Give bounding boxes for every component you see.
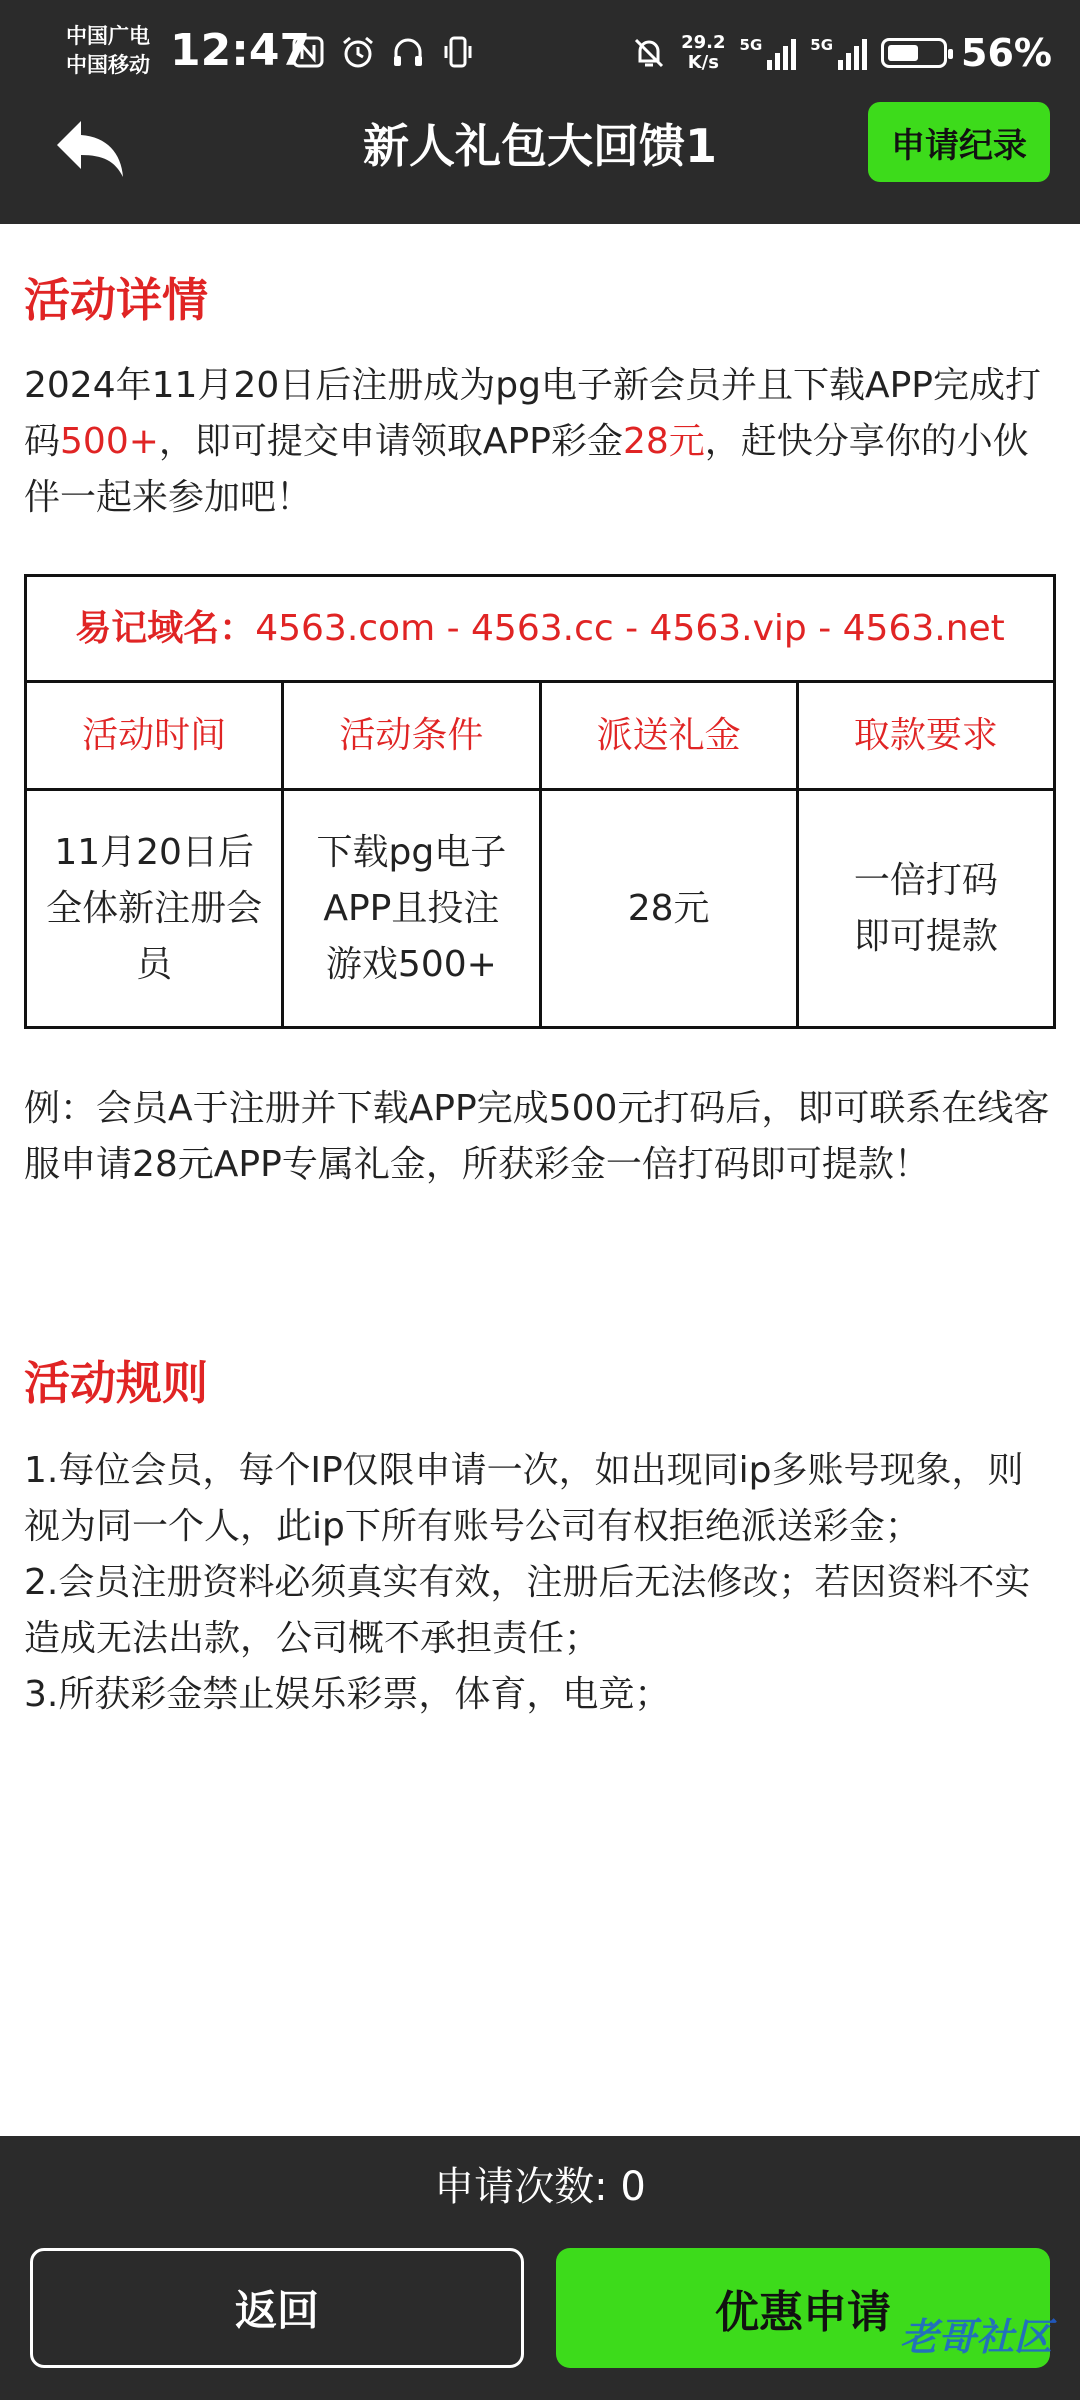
net-speed xyxy=(681,33,725,73)
table-row xyxy=(26,790,1055,1028)
status-time: 12:47 xyxy=(170,25,311,76)
main-content xyxy=(24,224,1056,1723)
carrier-2: 中国移动 xyxy=(66,53,150,77)
rules-list xyxy=(24,1443,1056,1723)
domain-label: 易记域名： xyxy=(75,607,256,649)
apply-count: 申请次数: 0 xyxy=(434,2164,646,2210)
rule-item: 1.每位会员，每个IP仅限申请一次，如出现同ip多账号现象，则视为同一个人，此ip下所有账号公司有权拒绝派送彩金； xyxy=(24,1450,1024,1547)
alarm-icon xyxy=(340,34,376,70)
status-icons-left xyxy=(290,30,476,74)
domain-row xyxy=(26,576,1055,682)
header-condition: 活动条件 xyxy=(283,682,540,790)
carrier-labels xyxy=(66,22,150,80)
intro-text: ，赶快分享你的小伙伴一起来参加吧！ xyxy=(24,421,1029,518)
carrier-1: 中国广电 xyxy=(66,24,150,48)
domain-list: 4563.com - 4563.cc - 4563.vip - 4563.net xyxy=(255,607,1005,649)
promo-apply-button[interactable]: 优惠申请 xyxy=(556,2248,1050,2368)
details-title: 活动详情 xyxy=(24,273,208,327)
signal-2-label: 5G xyxy=(810,36,834,54)
bottom-bar xyxy=(0,2136,1080,2400)
cell-condition: 下载pg电子APP且投注游戏500+ xyxy=(283,790,540,1028)
header-bonus: 派送礼金 xyxy=(540,682,797,790)
top-bar xyxy=(0,0,1080,224)
apply-record-button[interactable]: 申请纪录 xyxy=(868,102,1050,182)
net-speed-value: 29.2 xyxy=(681,32,726,53)
signal-icon xyxy=(740,36,797,70)
intro-highlight-turnover: 500+ xyxy=(60,421,159,462)
battery-percent: 56% xyxy=(961,31,1052,75)
example-text: 例：会员A于注册并下载APP完成500元打码后，即可联系在线客服申请28元APP专属礼金，所获彩金一倍打码即可提款！ xyxy=(24,1088,1050,1185)
cell-time: 11月20日后全体新注册会员 xyxy=(26,790,283,1028)
status-bar xyxy=(0,0,1080,104)
return-button[interactable]: 返回 xyxy=(30,2248,524,2368)
rule-item: 3.所获彩金禁止娱乐彩票，体育，电竞； xyxy=(24,1674,671,1715)
intro-highlight-bonus: 28元 xyxy=(622,421,705,462)
mute-bell-icon xyxy=(631,35,667,71)
battery-icon xyxy=(881,38,947,68)
vibrate-icon xyxy=(440,34,476,70)
headphones-icon xyxy=(390,34,426,70)
intro-text: 2024年11月20日后注册成为pg电子新会员并且下载APP完成打码 xyxy=(24,365,1041,462)
app-header xyxy=(0,100,1080,224)
cell-withdraw: 一倍打码即可提款 xyxy=(797,790,1054,1028)
nfc-icon xyxy=(290,34,326,70)
header-time: 活动时间 xyxy=(26,682,283,790)
rule-item: 2.会员注册资料必须真实有效，注册后无法修改；若因资料不实造成无法出款，公司概不承担责任； xyxy=(24,1562,1031,1659)
watermark: 老哥社区 xyxy=(899,2315,1052,2359)
rules-title: 活动规则 xyxy=(24,1356,208,1410)
net-speed-unit: K/s xyxy=(687,52,719,73)
table-header-row xyxy=(26,682,1055,790)
status-icons-right xyxy=(631,24,1052,82)
intro-text: ，即可提交申请领取APP彩金 xyxy=(158,421,623,462)
signal-1-label: 5G xyxy=(739,36,763,54)
header-withdraw: 取款要求 xyxy=(797,682,1054,790)
page-title: 新人礼包大回馈1 xyxy=(362,119,717,173)
cell-bonus: 28元 xyxy=(540,790,797,1028)
details-intro xyxy=(24,358,1056,526)
activity-table xyxy=(24,574,1056,1029)
signal-icon xyxy=(810,36,867,70)
